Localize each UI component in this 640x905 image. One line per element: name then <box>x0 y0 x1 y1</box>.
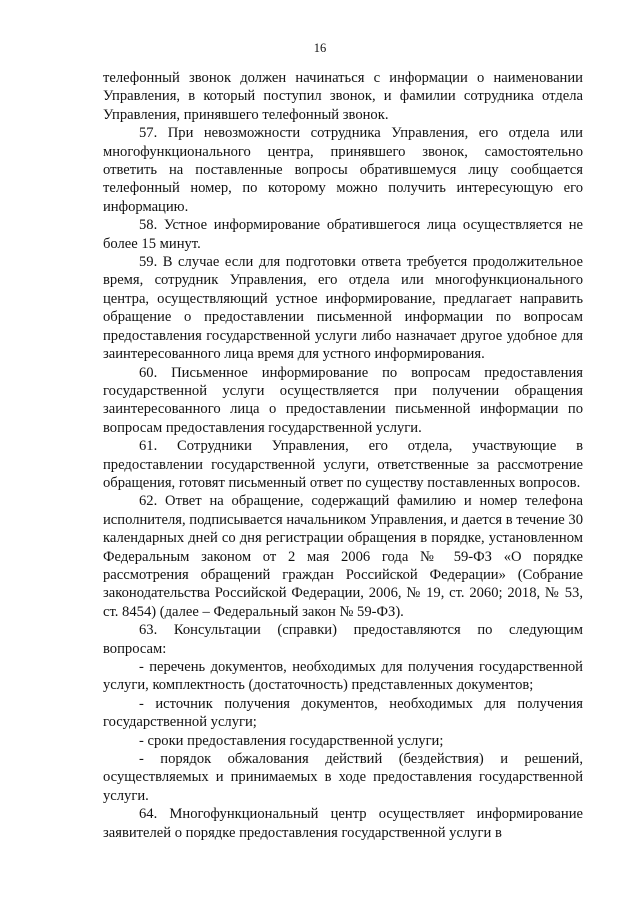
paragraph-61: 61. Сотрудники Управления, его отдела, участвующие в предоставлении государственной услуги, ответственные за рассмотрение обращения, готовят письменный ответ по существу поставленных вопросов. <box>103 438 583 491</box>
paragraph-58: 58. Устное информирование обратившегося лица осуществляется не более 15 минут. <box>103 217 583 252</box>
list-item-sources: - источник получения документов, необходимых для получения государственной услуги; <box>103 695 583 731</box>
paragraph-60: 60. Письменное информирование по вопросам предоставления государственной услуги осуществляется при получении обращения заинтересованного лица о предоставлении письменной информации по вопросам предоставления государственной услуги. <box>103 364 583 436</box>
list-item-documents: - перечень документов, необходимых для получения государственной услуги, комплектность (достаточность) представленных документов; <box>103 659 583 694</box>
document-body <box>103 69 583 842</box>
paragraph-62: 62. Ответ на обращение, содержащий фамилию и номер телефона исполнителя, подписывается начальником Управления, и дается в течение 30 календарных дней со дня регистрации обращения в порядке, установленном Федеральным законом от 2 мая 2006 года № 59-ФЗ «О порядке рассмотрения обращений граждан Российской Федерации» (Собрание законодательства Российской Федерации, 2006, № 19, ст. 2060; 2018, № 53, ст. 8454) (далее – Федеральный закон № 59-ФЗ). <box>103 493 583 620</box>
paragraph-continuation: телефонный звонок должен начинаться с информации о наименовании Управления, в который поступил звонок, и фамилии сотрудника отдела Управления, принявшего телефонный звонок. <box>103 70 583 123</box>
page-number: 16 <box>313 41 327 55</box>
paragraph-64: 64. Многофункциональный центр осуществляет информирование заявителей о порядке предоставления государственной услуги в <box>103 806 583 841</box>
paragraph-59: 59. В случае если для подготовки ответа требуется продолжительное время, сотрудник Управления, его отдела или многофункционального центра, осуществляющий устное информирование, предлагает направить обращение о предоставлении письменной информации по вопросам предоставления государственной услуги либо назначает другое удобное для заинтересованного лица время для устного информирования. <box>103 254 583 363</box>
list-item-deadlines: - сроки предоставления государственной услуги; <box>139 732 444 749</box>
paragraph-63: 63. Консультации (справки) предоставляются по следующим вопросам: <box>103 622 583 657</box>
list-item-appeals: - порядок обжалования действий (бездействия) и решений, осуществляемых и принимаемых в ходе предоставления государственной услуги. <box>103 751 583 804</box>
paragraph-57: 57. При невозможности сотрудника Управления, его отдела или многофункционального центра, принявшего звонок, самостоятельно ответить на поставленные вопросы обратившемуся лицу сообщается телефонный номер, по которому можно получить интересующую его информацию. <box>103 125 583 215</box>
